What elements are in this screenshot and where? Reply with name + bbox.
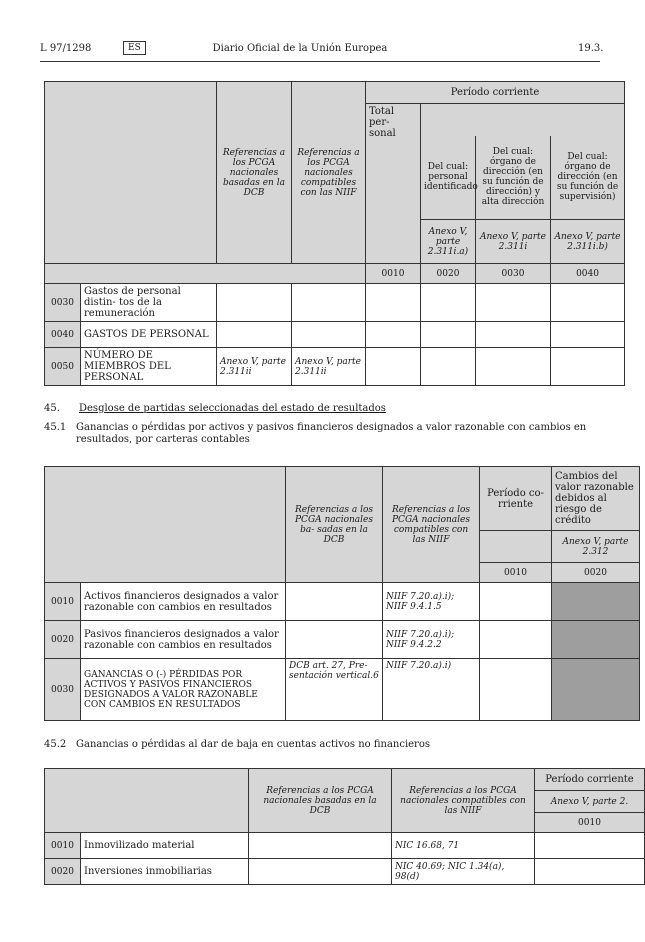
row-label: Inmovilizado material [81, 833, 249, 859]
annex-period: Anexo V, parte 2. [535, 791, 645, 813]
col-code: 0040 [551, 264, 625, 284]
cell [421, 284, 476, 322]
row-code: 0010 [45, 833, 81, 859]
row-code: 0020 [45, 621, 81, 659]
annex-supervision: Anexo V, parte 2.311i.b) [551, 220, 625, 264]
table-row [45, 322, 625, 348]
col-code: 0010 [535, 813, 645, 833]
row-label: Inversiones inmobiliarias [81, 859, 249, 885]
row-code: 0030 [45, 284, 81, 322]
row-dcb: DCB art. 27, Pre- sentación vertical.6 [286, 659, 383, 721]
table-row [45, 833, 645, 859]
cell [551, 322, 625, 348]
row-dcb [217, 284, 292, 322]
row-dcb: Anexo V, parte 2.311ii [217, 348, 292, 386]
blank-annex-cell [480, 531, 552, 563]
cell-shaded [552, 583, 640, 621]
row-label: NÚMERO DE MIEMBROS DEL PERSONAL [81, 348, 217, 386]
row-dcb [249, 833, 392, 859]
cell [421, 348, 476, 386]
table-row [45, 583, 640, 621]
blank-sub-header [421, 104, 625, 136]
blank-corner [45, 769, 249, 833]
section-45-2-heading [44, 739, 600, 751]
table-row [45, 659, 640, 721]
row-dcb [286, 621, 383, 659]
journal-reference: L 97/1298 [40, 43, 92, 54]
row-label: Gastos de personal distin- tos de la remuneración [81, 284, 217, 322]
cell [366, 284, 421, 322]
cell [366, 322, 421, 348]
row-niif: NIC 16.68, 71 [392, 833, 535, 859]
row-code: 0020 [45, 859, 81, 885]
row-label: GANANCIAS O (-) PÉRDIDAS POR ACTIVOS Y PASIVOS FINANCIEROS DESIGNADOS A VALOR RAZONABLE CON CAMBIOS EN RESULTADOS [81, 659, 286, 721]
col-period: Período corriente [366, 82, 625, 104]
col-ref-dcb: Referencias a los PCGA nacionales basadas en la DCB [217, 82, 292, 264]
col-period: Período co- rriente [480, 467, 552, 531]
table-personal-expenses [44, 81, 625, 386]
row-code: 0010 [45, 583, 81, 621]
cell-shaded [552, 621, 640, 659]
annex-changes: Anexo V, parte 2.312 [552, 531, 640, 563]
row-code: 0050 [45, 348, 81, 386]
cell [366, 348, 421, 386]
row-dcb [217, 322, 292, 348]
col-period: Período corriente [535, 769, 645, 791]
section-title: Ganancias o pérdidas al dar de baja en cuentas activos no financieros [76, 739, 430, 750]
row-label: Activos financieros designados a valor razonable con cambios en resultados [81, 583, 286, 621]
blank-codes-row [45, 264, 366, 284]
col-management: Del cual: órgano de dirección (en su función de dirección) y alta dirección [476, 136, 551, 220]
row-dcb [249, 859, 392, 885]
col-supervision: Del cual: órgano de dirección (en su función de supervisión) [551, 136, 625, 220]
section-number: 45.1 [44, 422, 67, 433]
section-title: Desglose de partidas seleccionadas del estado de resultados [79, 403, 386, 414]
row-dcb [286, 583, 383, 621]
header-rule [40, 61, 600, 62]
col-ref-dcb: Referencias a los PCGA nacionales basadas en la DCB [249, 769, 392, 833]
cell [480, 659, 552, 721]
section-number: 45.2 [44, 739, 67, 750]
row-label: GASTOS DE PERSONAL [81, 322, 217, 348]
col-ref-niif: Referencias a los PCGA nacionales compatibles con las NIIF [392, 769, 535, 833]
table-row [45, 621, 640, 659]
section-title: Ganancias o pérdidas por activos y pasivos financieros designados a valor razonable con cambios en resultados, por carteras contables [76, 422, 587, 445]
cell [480, 583, 552, 621]
table-row [45, 284, 625, 322]
row-niif: NIC 40.69; NIC 1.34(a), 98(d) [392, 859, 535, 885]
col-total-staff: Total per- sonal [366, 104, 421, 264]
cell [535, 859, 645, 885]
col-code: 0010 [366, 264, 421, 284]
table-row [45, 348, 625, 386]
col-ref-dcb: Referencias a los PCGA nacionales ba- sadas en la DCB [286, 467, 383, 583]
cell [476, 284, 551, 322]
col-code: 0030 [476, 264, 551, 284]
row-niif: NIIF 7.20.a).i); NIIF 9.4.2.2 [383, 621, 480, 659]
cell [421, 322, 476, 348]
col-fair-value-changes: Cambios del valor razonable debidos al riesgo de crédito [552, 467, 640, 531]
row-label: Pasivos financieros designados a valor razonable con cambios en resultados [81, 621, 286, 659]
cell [476, 322, 551, 348]
col-ref-niif: Referencias a los PCGA nacionales compatibles con las NIIF [292, 82, 366, 264]
section-number: 45. [44, 403, 60, 414]
col-code: 0020 [421, 264, 476, 284]
col-identified: Del cual: personal identificado [421, 136, 476, 220]
cell [476, 348, 551, 386]
cell [551, 348, 625, 386]
blank-corner [45, 467, 286, 583]
row-niif: NIIF 7.20.a).i) [383, 659, 480, 721]
col-code: 0020 [552, 563, 640, 583]
row-niif: Anexo V, parte 2.311ii [292, 348, 366, 386]
table-row [45, 859, 645, 885]
col-code: 0010 [480, 563, 552, 583]
section-45-heading [44, 403, 386, 414]
row-niif [292, 322, 366, 348]
row-niif: NIIF 7.20.a).i); NIIF 9.4.1.5 [383, 583, 480, 621]
cell-shaded [552, 659, 640, 721]
page-header [0, 40, 604, 60]
col-ref-niif: Referencias a los PCGA nacionales compatibles con las NIIF [383, 467, 480, 583]
annex-identified: Anexo V, parte 2.311i.a) [421, 220, 476, 264]
journal-title: Diario Oficial de la Unión Europea [212, 43, 388, 54]
blank-corner [45, 82, 217, 264]
table-derecognition-gains [44, 768, 645, 885]
section-45-1-heading [44, 422, 600, 446]
cell [551, 284, 625, 322]
table-fair-value-gains [44, 466, 640, 721]
cell [480, 621, 552, 659]
cell [535, 833, 645, 859]
row-niif [292, 284, 366, 322]
annex-management: Anexo V, parte 2.311i [476, 220, 551, 264]
row-code: 0030 [45, 659, 81, 721]
language-badge: ES [123, 41, 146, 55]
row-code: 0040 [45, 322, 81, 348]
publication-date: 19.3. [578, 43, 604, 54]
